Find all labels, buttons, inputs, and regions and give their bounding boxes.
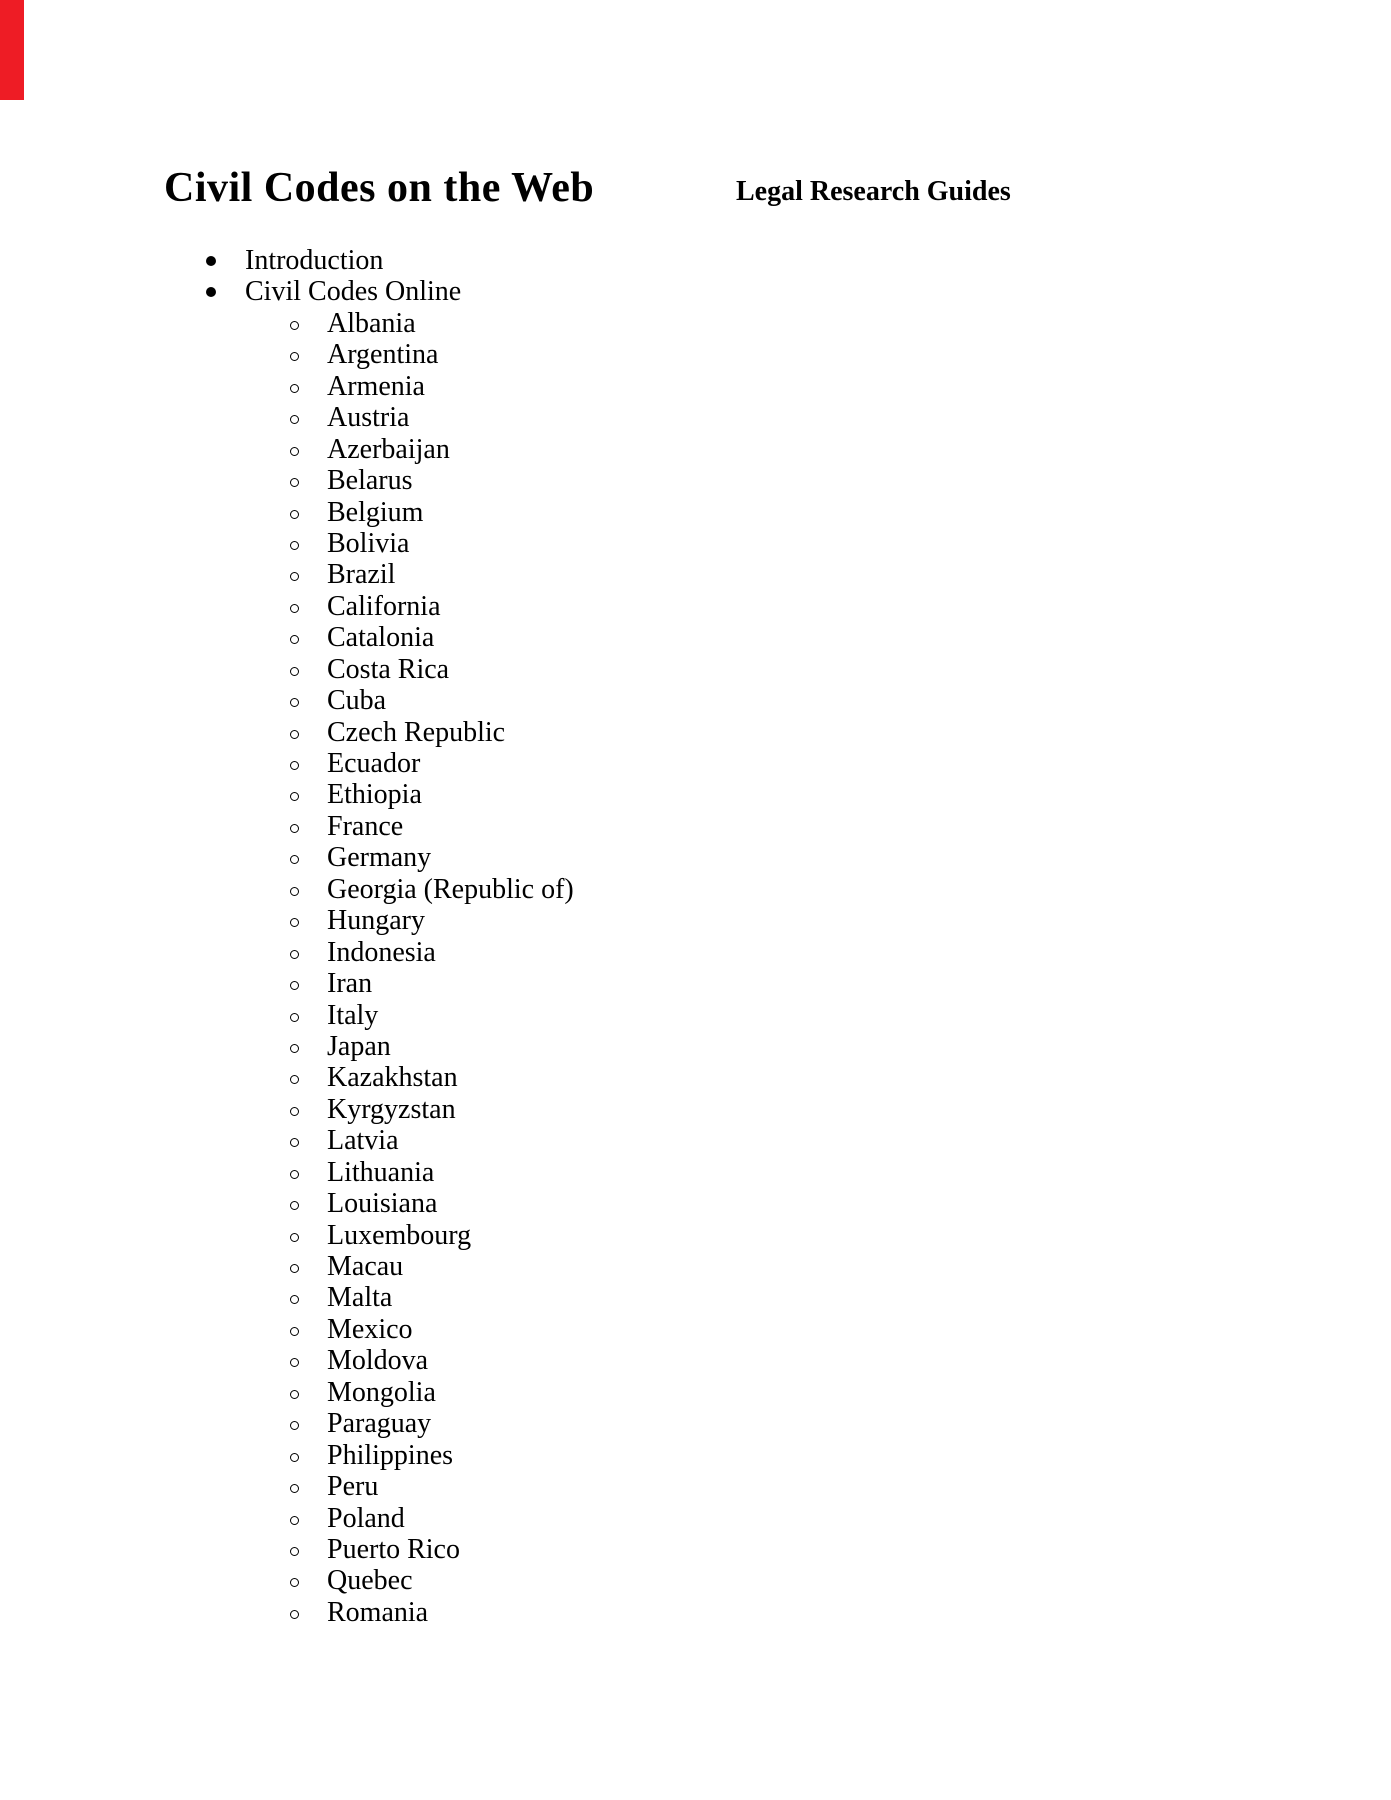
- circle-bullet-icon: [290, 1358, 299, 1367]
- list-item-level2: [0, 779, 1391, 810]
- list-item-label: Brazil: [327, 559, 396, 591]
- list-item-label: Japan: [327, 1030, 391, 1062]
- list-item-label: Kyrgyzstan: [327, 1093, 456, 1125]
- circle-bullet-icon: [290, 1610, 299, 1619]
- red-marker-bar: [0, 0, 24, 100]
- circle-bullet-icon: [290, 635, 299, 644]
- list-item-label: France: [327, 810, 404, 842]
- list-item-level1: [0, 245, 1391, 276]
- list-item-level2: [0, 1188, 1391, 1219]
- list-item-label: Poland: [327, 1502, 405, 1534]
- list-item-label: Puerto Rico: [327, 1533, 460, 1565]
- list-item-level2: [0, 874, 1391, 905]
- list-item-level2: [0, 717, 1391, 748]
- list-item-level2: [0, 1377, 1391, 1408]
- list-item-level2: [0, 339, 1391, 370]
- list-item-label: Luxembourg: [327, 1219, 472, 1251]
- list-item-level1: [0, 276, 1391, 307]
- list-item-label: Germany: [327, 842, 432, 874]
- circle-bullet-icon: [290, 918, 299, 927]
- list-item-label: Catalonia: [327, 622, 435, 654]
- list-item-level2: [0, 528, 1391, 559]
- list-item-label: Iran: [327, 968, 373, 1000]
- list-item-label: Malta: [327, 1282, 393, 1314]
- circle-bullet-icon: [290, 1170, 299, 1179]
- list-item-level2: [0, 654, 1391, 685]
- circle-bullet-icon: [290, 824, 299, 833]
- disc-bullet-icon: [206, 287, 216, 297]
- list-item-level2: [0, 1220, 1391, 1251]
- circle-bullet-icon: [290, 887, 299, 896]
- circle-bullet-icon: [290, 478, 299, 487]
- list-item-label: Mexico: [327, 1313, 413, 1345]
- list-item-level2: [0, 1031, 1391, 1062]
- circle-bullet-icon: [290, 572, 299, 581]
- circle-bullet-icon: [290, 321, 299, 330]
- circle-bullet-icon: [290, 447, 299, 456]
- circle-bullet-icon: [290, 1578, 299, 1587]
- circle-bullet-icon: [290, 981, 299, 990]
- list-item-level2: [0, 1471, 1391, 1502]
- list-item-label: Romania: [327, 1596, 429, 1628]
- list-item-level2: [0, 559, 1391, 590]
- circle-bullet-icon: [290, 541, 299, 550]
- list-item-level2: [0, 434, 1391, 465]
- circle-bullet-icon: [290, 1516, 299, 1525]
- circle-bullet-icon: [290, 950, 299, 959]
- circle-bullet-icon: [290, 1295, 299, 1304]
- list-item-label: Czech Republic: [327, 716, 506, 748]
- list-item-label: Paraguay: [327, 1408, 432, 1440]
- list-item-level2: [0, 497, 1391, 528]
- list-item-label: Belarus: [327, 465, 413, 497]
- list-item-level2: [0, 1125, 1391, 1156]
- page-title: Civil Codes on the Web: [164, 165, 595, 211]
- list-item-label: Introduction: [245, 245, 384, 276]
- list-item-level2: [0, 371, 1391, 402]
- list-item-level2: [0, 1503, 1391, 1534]
- circle-bullet-icon: [290, 604, 299, 613]
- list-item-label: Georgia (Republic of): [327, 873, 574, 905]
- list-item-level2: [0, 1157, 1391, 1188]
- list-item-level2: [0, 842, 1391, 873]
- list-item-level2: [0, 968, 1391, 999]
- list-item-label: Macau: [327, 1251, 404, 1282]
- list-item-level2: [0, 1251, 1391, 1282]
- circle-bullet-icon: [290, 1107, 299, 1116]
- list-item-label: Hungary: [327, 905, 425, 937]
- list-item-level2: [0, 685, 1391, 716]
- circle-bullet-icon: [290, 384, 299, 393]
- list-item-level2: [0, 748, 1391, 779]
- list-item-level2: [0, 1534, 1391, 1565]
- circle-bullet-icon: [290, 1484, 299, 1493]
- circle-bullet-icon: [290, 1044, 299, 1053]
- list-item-level2: [0, 591, 1391, 622]
- circle-bullet-icon: [290, 415, 299, 424]
- list-item-level2: [0, 811, 1391, 842]
- circle-bullet-icon: [290, 1013, 299, 1022]
- bullet-list: [0, 245, 1391, 1628]
- list-item-level2: [0, 1440, 1391, 1471]
- circle-bullet-icon: [290, 1138, 299, 1147]
- list-item-label: Moldova: [327, 1345, 429, 1377]
- list-item-label: Austria: [327, 402, 410, 434]
- list-item-label: Civil Codes Online: [245, 276, 462, 308]
- list-item-label: Mongolia: [327, 1376, 436, 1408]
- list-item-label: Lithuania: [327, 1156, 435, 1188]
- circle-bullet-icon: [290, 1327, 299, 1336]
- list-item-label: Belgium: [327, 496, 424, 528]
- list-item-label: Ethiopia: [327, 779, 422, 811]
- list-item-label: Azerbaijan: [327, 433, 450, 465]
- list-item-label: Albania: [327, 307, 416, 339]
- circle-bullet-icon: [290, 667, 299, 676]
- list-item-level2: [0, 465, 1391, 496]
- list-item-level2: [0, 937, 1391, 968]
- list-item-label: Kazakhstan: [327, 1062, 458, 1094]
- list-item-level2: [0, 1094, 1391, 1125]
- list-item-label: Armenia: [327, 370, 425, 402]
- circle-bullet-icon: [290, 510, 299, 519]
- circle-bullet-icon: [290, 1390, 299, 1399]
- circle-bullet-icon: [290, 352, 299, 361]
- list-item-label: California: [327, 590, 441, 622]
- list-item-label: Philippines: [327, 1439, 454, 1471]
- list-item-level2: [0, 1408, 1391, 1439]
- list-item-label: Costa Rica: [327, 653, 450, 685]
- list-item-level2: [0, 1000, 1391, 1031]
- list-item-label: Ecuador: [327, 748, 421, 779]
- list-item-label: Indonesia: [327, 936, 436, 968]
- list-item-label: Quebec: [327, 1565, 413, 1597]
- right-heading: Legal Research Guides: [736, 176, 1011, 207]
- list-item-label: Bolivia: [327, 527, 410, 559]
- list-item-level2: [0, 1597, 1391, 1628]
- list-item-level2: [0, 1345, 1391, 1376]
- circle-bullet-icon: [290, 1264, 299, 1273]
- circle-bullet-icon: [290, 1233, 299, 1242]
- list-item-label: Louisiana: [327, 1188, 438, 1220]
- disc-bullet-icon: [206, 256, 216, 266]
- circle-bullet-icon: [290, 792, 299, 801]
- circle-bullet-icon: [290, 1075, 299, 1084]
- circle-bullet-icon: [290, 1547, 299, 1556]
- circle-bullet-icon: [290, 698, 299, 707]
- circle-bullet-icon: [290, 761, 299, 770]
- list-item-label: Italy: [327, 999, 379, 1031]
- list-item-level2: [0, 1282, 1391, 1313]
- list-item-level2: [0, 1565, 1391, 1596]
- list-item-level2: [0, 1314, 1391, 1345]
- list-item-label: Argentina: [327, 339, 439, 371]
- list-item-level2: [0, 622, 1391, 653]
- list-item-level2: [0, 402, 1391, 433]
- list-item-level2: [0, 308, 1391, 339]
- list-item-level2: [0, 905, 1391, 936]
- circle-bullet-icon: [290, 1201, 299, 1210]
- circle-bullet-icon: [290, 730, 299, 739]
- list-item-level2: [0, 1062, 1391, 1093]
- circle-bullet-icon: [290, 1421, 299, 1430]
- circle-bullet-icon: [290, 1453, 299, 1462]
- list-item-label: Peru: [327, 1471, 379, 1503]
- list-item-label: Latvia: [327, 1125, 399, 1157]
- circle-bullet-icon: [290, 855, 299, 864]
- list-item-label: Cuba: [327, 685, 387, 717]
